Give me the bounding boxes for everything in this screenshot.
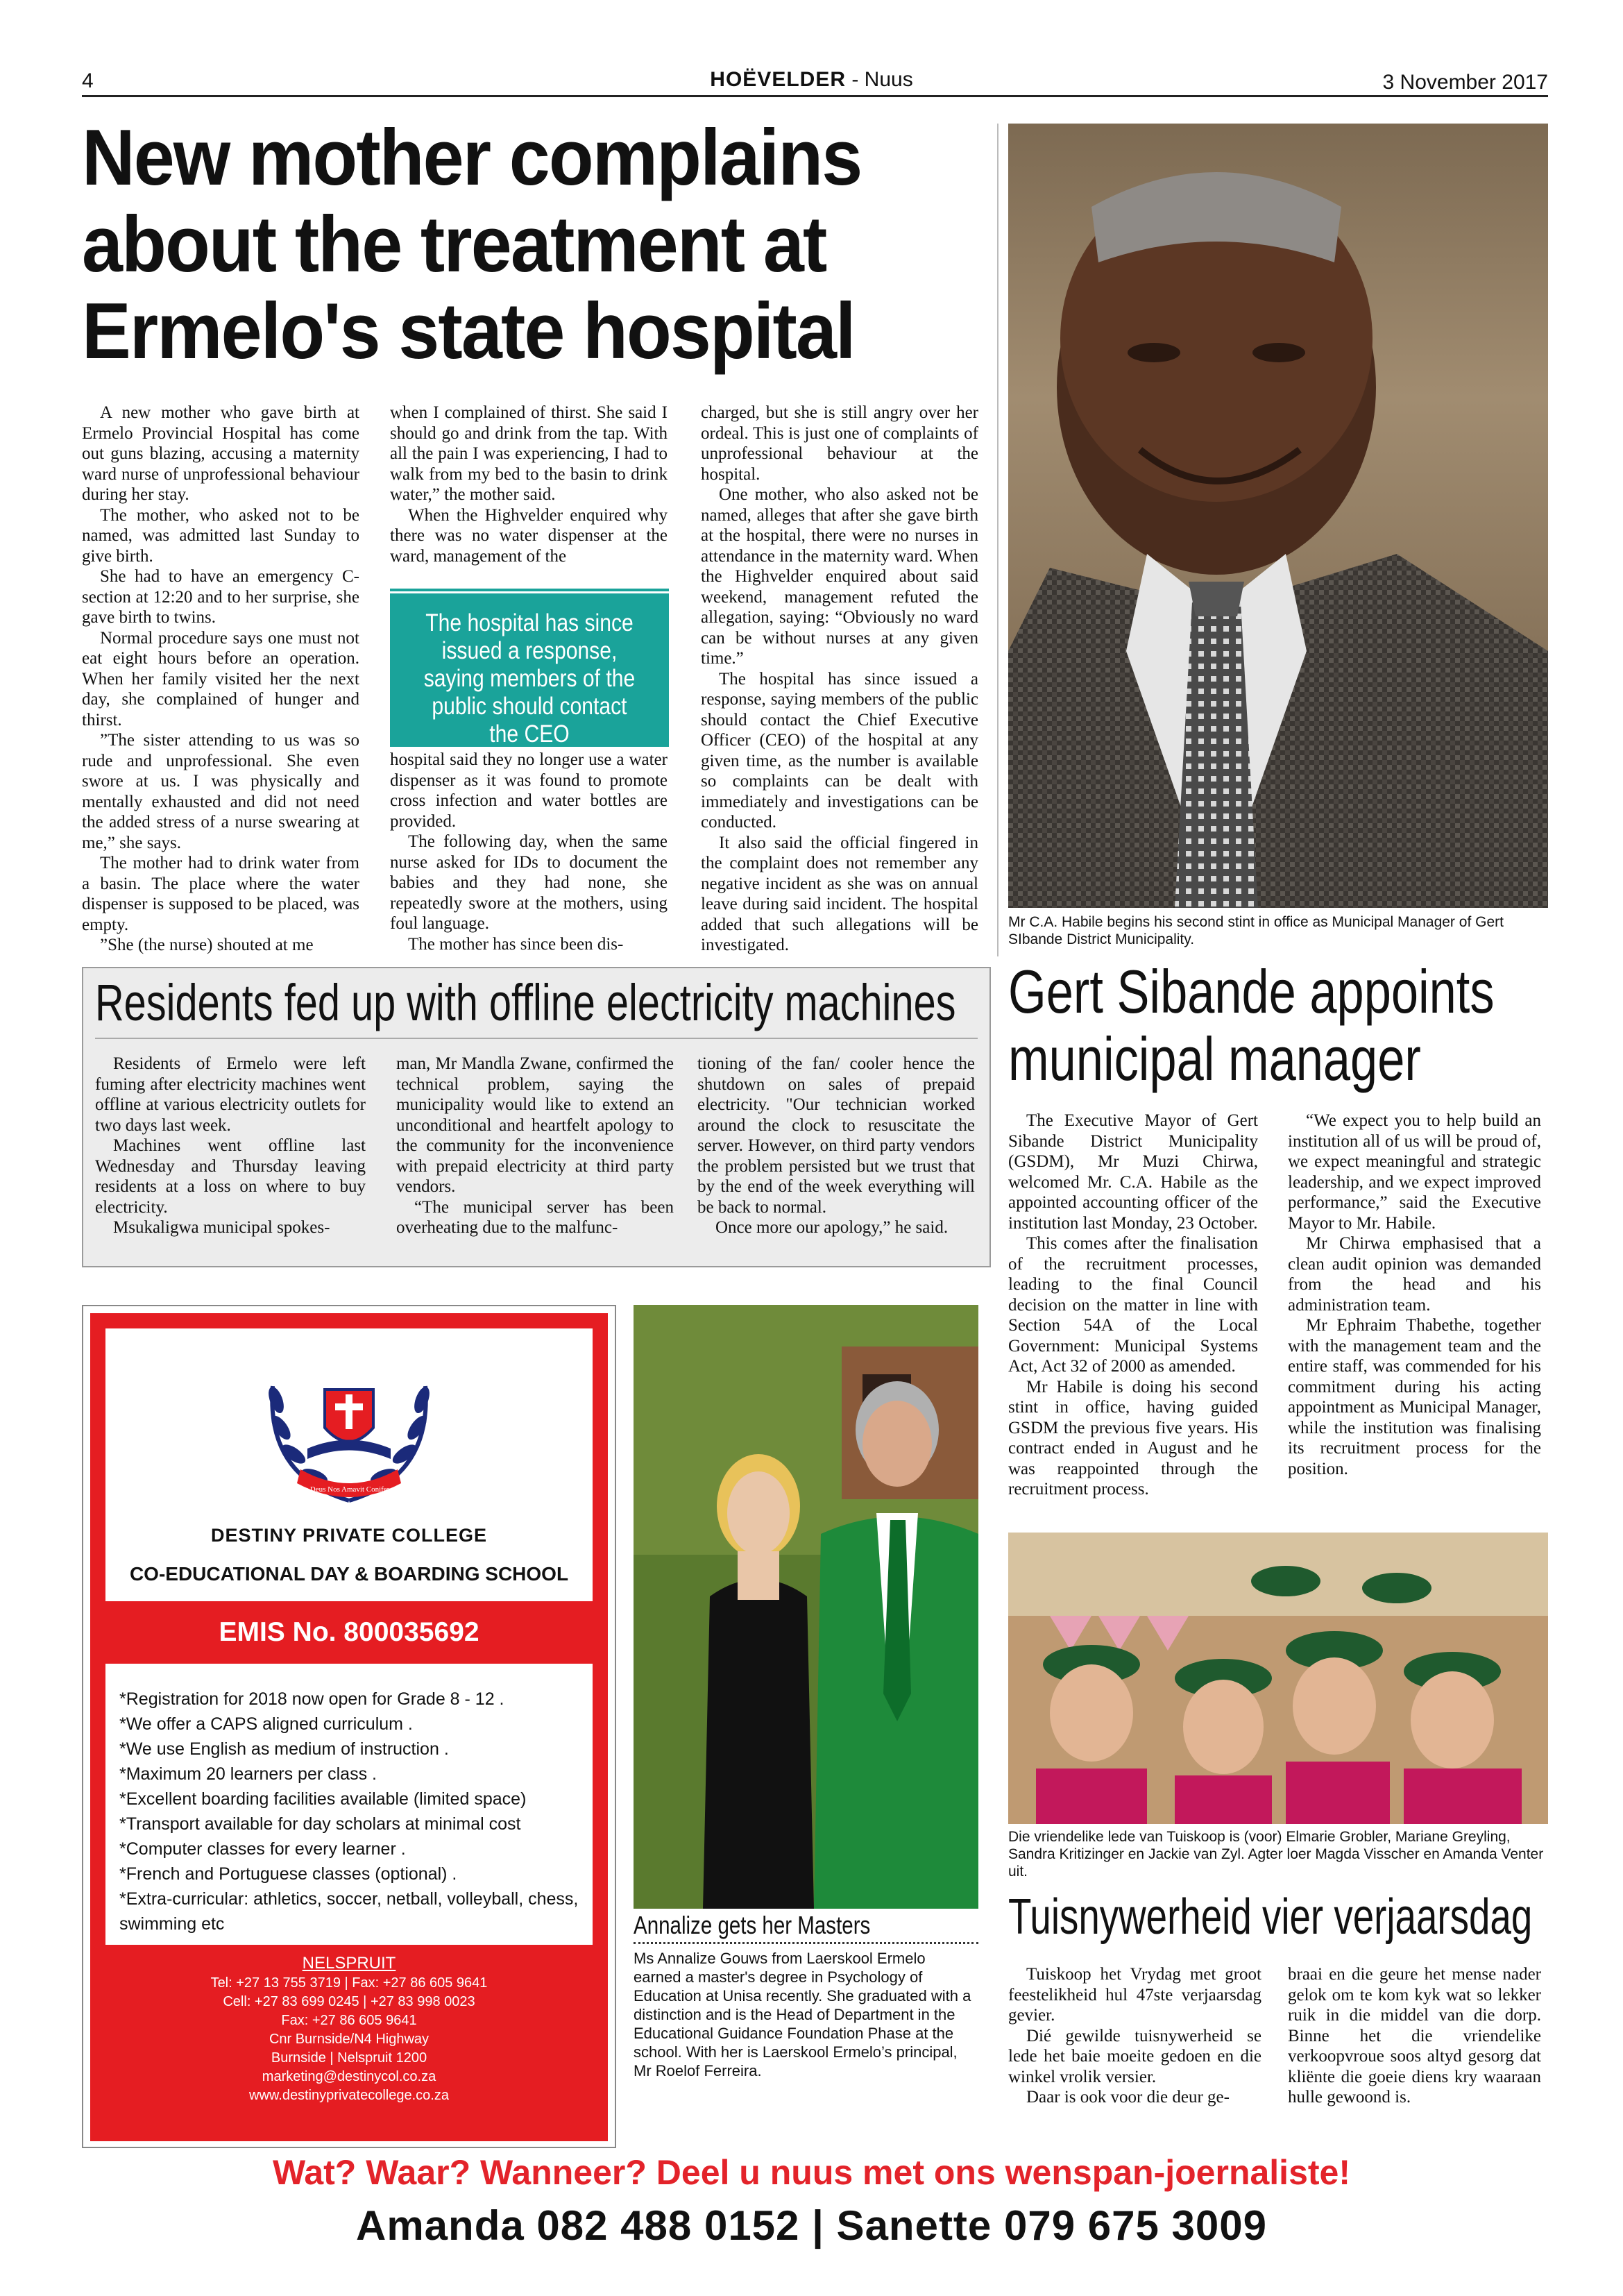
paragraph: When the Highvelder enquired why there was no water dispenser at the ward, management of the [390, 505, 668, 566]
paragraph: The following day, when the same nurse asked for IDs to document the babies and they had none, she repeatedly swore at the mothers, using foul language. [390, 832, 668, 933]
headline-line: municipal manager [1008, 1024, 1421, 1093]
paragraph: charged, but she is still angry over her ordeal. This is just one of complaints of unprofessional behaviour at the hospital. [701, 403, 978, 484]
paragraph: Msukaligwa municipal spokes- [113, 1218, 330, 1237]
tuiskoop-caption: Die vriendelike lede van Tuiskoop is (voor) Elmarie Grobler, Mariane Greyling, Sandra Kritizinger en Jackie van Zyl. Agter loer Magda Visscher en Amanda Venter uit. [1008, 1829, 1544, 1880]
paragraph: Mr Habile is doing his second stint in office, having guided GSDM the previous five years. His contract ended in August and he was reappointed through the recruitment process. [1008, 1377, 1258, 1499]
paragraph: Normal procedure says one must not eat eight hours before an operation. When her family visited her the next day, she complained of hunger and thirst. [82, 628, 359, 729]
paragraph: Once more our apology,” he said. [715, 1218, 949, 1237]
contact-line: Cnr Burnside/N4 Highway [269, 2032, 430, 2047]
graduation-illustration [634, 1305, 978, 1909]
paragraph: hospital said they no longer use a water dispenser as it was found to promote cross infection and water bottles are provided. [390, 750, 668, 831]
masthead-title: HOËVELDER [710, 68, 846, 91]
paragraph: ”She (the nurse) shouted at me [100, 936, 314, 954]
headline-line: Ermelo's state hospital [82, 287, 855, 375]
paragraph: man, Mr Mandla Zwane, confirmed the technical problem, saying the municipality would like to extend an unconditional and heartfelt apology to the community for the inconvenience with prepaid electricity at third party vendors. [396, 1054, 674, 1196]
article2-rule [95, 1038, 978, 1039]
paragraph: This comes after the finalisation of the recruitment processes, leading to the final Council decision on the matter in line with Section 54A of the Local Government: Municipal Systems Act, Act 32 of 2000 as amended. [1008, 1234, 1258, 1376]
article1-col2-bottom [390, 750, 668, 954]
tuiskoop-headline: Tuisnywerheid vier verjaarsdag [1008, 1889, 1533, 1945]
paragraph: Dié gewilde tuisnywerheid se lede het baie moeite gedoen en die winkel vrolik versier. [1008, 2026, 1261, 2086]
ad-bullet: *Extra-curricular: athletics, soccer, netball, volleyball, chess, swimming etc [119, 1889, 579, 1934]
article1-col1 [82, 403, 359, 956]
crest-ribbon-text: Sic Deus Nos Amavit Coniferens [298, 1485, 400, 1494]
article2-col1 [95, 1054, 366, 1238]
ad-bullet: *French and Portuguese classes (optional) . [119, 1864, 457, 1884]
footer-tagline: Wat? Waar? Wanneer? Deel u nuus met ons wenspan-joernaliste! [272, 2153, 1350, 2192]
annalize-body: Ms Annalize Gouws from Laerskool Ermelo earned a master's degree in Psychology of Education at Unisa recently. She graduated with a distinction and is the Head of Department in the Educational Guidance Foundation Phase at the school. With her is Laerskool Ermelo’s principal, Mr Roelof Ferreira. [634, 1950, 971, 2079]
paragraph: The mother has since been dis- [408, 934, 624, 954]
paragraph: The Executive Mayor of Gert Sibande District Municipality (GSDM), Mr Muzi Chirwa, welcomed Mr. C.A. Habile as the appointed accounting officer of the institution last Monday, 23 October. [1008, 1111, 1258, 1233]
article3-headline [1008, 958, 1508, 1092]
paragraph: “The municipal server has been overheating due to the malfunc- [396, 1197, 674, 1237]
pullquote-box [390, 589, 669, 747]
ad-bullet: *Computer classes for every learner . [119, 1839, 406, 1859]
paragraph: Tuiskoop het Vrydag met groot feestelikheid hul 47ste verjaarsdag gevier. [1008, 1965, 1261, 2025]
annalize-kicker: Annalize gets her Masters [634, 1911, 871, 1939]
paragraph: The mother, who asked not to be named, was admitted last Sunday to give birth. [82, 505, 359, 566]
section-label: - Nuus [846, 68, 913, 91]
tuiskoop-photo [1008, 1533, 1548, 1824]
paragraph: Mr Ephraim Thabethe, together with the management team and the entire staff, was commended for his commitment during his acting appointment as Municipal Manager, while the institution was finalising its recruitment process for the position. [1288, 1316, 1541, 1478]
paragraph: Residents of Ermelo were left fuming after electricity machines went offline at various electricity outlets for two days last week. [95, 1054, 366, 1135]
ad-bullet: *Registration for 2018 now open for Grade 8 - 12 . [119, 1689, 504, 1709]
contact-line: Tel: +27 13 755 3719 | Fax: +27 86 605 9641 [210, 1975, 488, 1991]
column-divider [997, 124, 999, 956]
paragraph: The hospital has since issued a response, saying members of the public should contact the Chief Executive Officer (CEO) of the hospital at any given time, as the number is available so complaints can be dealt with immediately and investigations can be conducted. [701, 669, 978, 832]
article1-col2-top [390, 403, 668, 566]
paragraph: The mother had to drink water from a basin. The place where the water dispenser is supposed to be placed, was empty. [82, 854, 359, 934]
headline-line: about the treatment at [82, 201, 826, 289]
portrait-illustration [1008, 124, 1548, 908]
portrait-caption: Mr C.A. Habile begins his second stint in office as Municipal Manager of Gert SIbande District Municipality. [1008, 914, 1504, 947]
paragraph: tioning of the fan/ cooler hence the shutdown on sales of prepaid electricity. "Our technician worked around the clock to resuscitate the server. However, on third party vendors the problem persisted but we trust that by the end of the week everything will be back to normal. [697, 1054, 975, 1217]
masthead [0, 68, 1623, 92]
article1-headline [82, 115, 946, 375]
article3-col1 [1008, 1111, 1258, 1500]
paragraph: One mother, who also asked not be named, alleges that after she gave birth at the hospital, there were no nurses in attendance in the maternity ward. When the Highvelder enquired about said weekend, management refuted the allegation, saying: “Obviously no ward can be without nurses at any given time.” [701, 485, 978, 668]
paragraph: ”The sister attending to us was so rude and unprofessional. She even swore at us. I was physically and mentally exhausted and did not need the added stress of a nurse swearing at me,” she says. [82, 731, 359, 852]
ad-bullet: *Transport available for day scholars at minimal cost [119, 1814, 521, 1834]
ad-bullet: *We offer a CAPS aligned curriculum . [119, 1714, 413, 1734]
paragraph: Machines went offline last Wednesday and Thursday leaving residents at a loss on where to buy electricity. [95, 1136, 366, 1217]
article2-col2 [396, 1054, 674, 1238]
ad-contact-panel [90, 1945, 608, 2141]
pullquote-text: The hospital has since issued a response, saying members of the public should contact the CEO [423, 609, 636, 748]
header-rule [82, 95, 1548, 97]
tuiskoop-col1 [1008, 1964, 1261, 2108]
paragraph: A new mother who gave birth at Ermelo Provincial Hospital has come out guns blazing, accusing a maternity ward nurse of unprofessional behaviour during her stay. [82, 403, 359, 504]
paragraph: Daar is ook voor die deur ge- [1026, 2088, 1230, 2107]
headline-line: Gert Sibande appoints [1008, 957, 1495, 1026]
portrait-photo [1008, 124, 1548, 908]
paragraph: Mr Chirwa emphasised that a clean audit opinion was demanded from the head and his administration team. [1288, 1234, 1541, 1315]
page-number: 4 [82, 69, 94, 92]
ad-bullets [119, 1687, 598, 1936]
paragraph: It also said the official fingered in the complaint does not remember any negative incident as she was on annual leave during said incident. The hospital added that such allegations will be investigated. [701, 833, 978, 954]
contact-title: NELSPRUIT [302, 1954, 396, 1973]
paragraph: when I complained of thirst. She said I should go and drink from the tap. With all the pain I was experiencing, I had to walk from my bed to the basin to drink water,” the mother said. [390, 403, 668, 504]
tuiskoop-col2 [1288, 1964, 1541, 2108]
paragraph: “We expect you to help build an institution all of us will be proud of, we expect meaningful and strategic leadership, and we expect improved performance,” said the Executive Mayor to Mr. Habile. [1288, 1111, 1541, 1233]
contact-email[interactable]: marketing@destinycol.co.za [262, 2069, 436, 2084]
contact-line: Burnside | Nelspruit 1200 [271, 2050, 427, 2066]
emis-number: EMIS No. 800035692 [219, 1617, 479, 1647]
ad-bullet: *Excellent boarding facilities available (limited space) [119, 1789, 527, 1809]
tuiskoop-illustration [1008, 1533, 1548, 1824]
article2-col3 [697, 1054, 975, 1238]
graduation-photo [634, 1305, 978, 1909]
emis-banner [90, 1601, 608, 1664]
footer-contacts: Amanda 082 488 0152 | Sanette 079 675 3009 [356, 2202, 1267, 2249]
ad-bullet: *Maximum 20 learners per class . [119, 1764, 377, 1784]
contact-website[interactable]: www.destinyprivatecollege.co.za [249, 2088, 449, 2103]
issue-date: 3 November 2017 [1382, 71, 1548, 94]
paragraph: She had to have an emergency C-section at 12:20 and to her surprise, she gave birth to twins. [82, 567, 359, 627]
article3-col2 [1288, 1111, 1541, 1479]
contact-line: Fax: +27 86 605 9641 [281, 2013, 417, 2028]
headline-line: New mother complains [82, 114, 862, 202]
ad-bullet: *We use English as medium of instruction . [119, 1739, 449, 1759]
destiny-ad[interactable] [82, 1305, 616, 2148]
school-type: CO-EDUCATIONAL DAY & BOARDING SCHOOL [129, 1563, 569, 1585]
contact-line: Cell: +27 83 699 0245 | +27 83 998 0023 [223, 1994, 475, 2009]
pullquote-rule [390, 591, 669, 593]
paragraph: braai en die geure het mense nader gelok om te kom kyk wat so lekker ruik in die middel van die dorp. Binne het die vriendelike verkoopvroue soos altyd gesorg dat kliënte die goeie diens kry waaraan hulle gewoond is. [1288, 1965, 1541, 2107]
article1-col3 [701, 403, 978, 956]
article2-headline: Residents fed up with offline electricity machines [95, 974, 956, 1031]
college-name: DESTINY PRIVATE COLLEGE [210, 1525, 488, 1546]
annalize-dotted-rule [634, 1942, 978, 1944]
